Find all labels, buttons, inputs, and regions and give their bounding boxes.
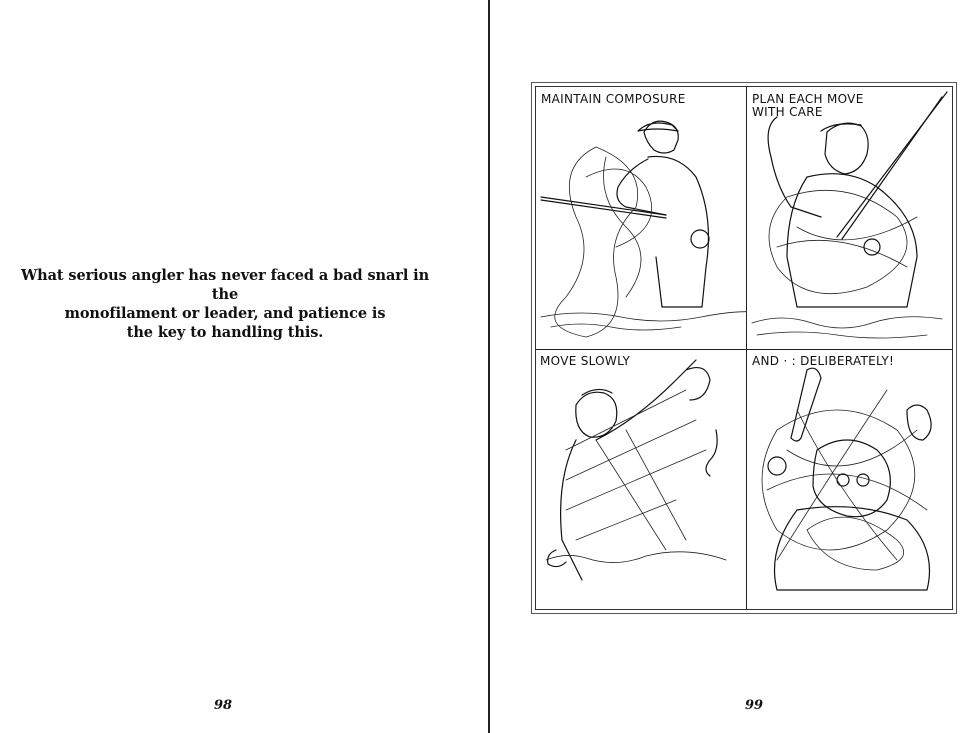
angler-moving-illustration bbox=[536, 350, 746, 609]
angler-tangled-illustration bbox=[747, 350, 952, 609]
cartoon-panel-3 bbox=[536, 350, 747, 609]
caption-text bbox=[20, 266, 430, 342]
panel-label: MOVE SLOWLY bbox=[540, 354, 631, 368]
cartoon-panel-4 bbox=[747, 350, 952, 609]
page-number-right: 99 bbox=[745, 698, 764, 713]
panel-label: MAINTAIN COMPOSURE bbox=[541, 92, 686, 106]
angler-planning-illustration bbox=[747, 87, 952, 349]
cartoon-strip bbox=[531, 82, 957, 614]
angler-composed-illustration bbox=[536, 87, 746, 349]
panel-label: PLAN EACH MOVE WITH CARE bbox=[752, 92, 864, 119]
cartoon-frame bbox=[535, 86, 953, 610]
caption-line: monofilament or leader, and patience is bbox=[64, 305, 386, 322]
panel-label: AND · : DELIBERATELY! bbox=[752, 354, 895, 368]
cartoon-panel-2 bbox=[747, 87, 952, 350]
right-page bbox=[490, 0, 976, 733]
caption-line: the key to handling this. bbox=[126, 324, 324, 341]
page-number-left: 98 bbox=[214, 698, 233, 713]
cartoon-panel-1 bbox=[536, 87, 747, 350]
caption-line: What serious angler has never faced a bad snarl in the bbox=[20, 267, 430, 303]
